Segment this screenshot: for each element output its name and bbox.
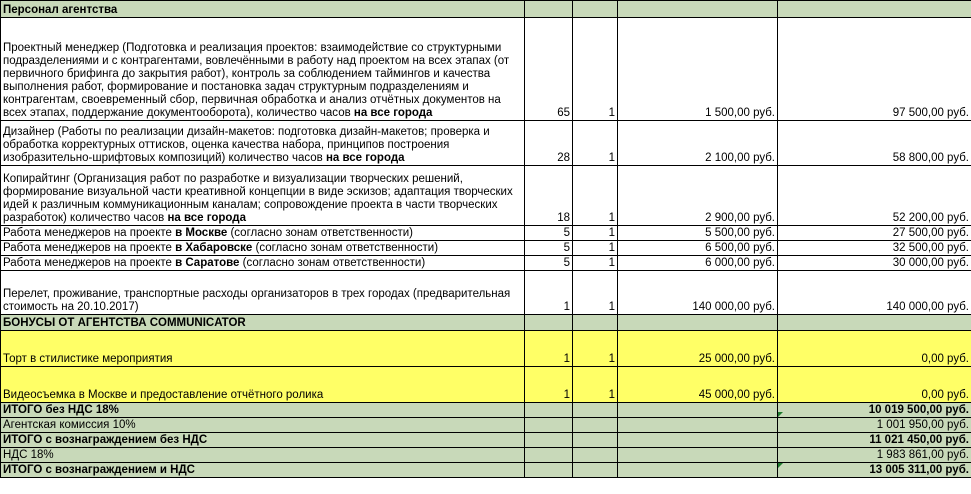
comment-marker xyxy=(778,412,783,417)
total-value[interactable]: 11 021 450,00 руб. xyxy=(778,433,971,448)
cell-empty[interactable] xyxy=(618,418,778,433)
section-header-staff xyxy=(1,1,971,18)
row-total[interactable]: 30 000,00 руб. xyxy=(778,256,971,271)
description-text: (согласно зонам ответственности) xyxy=(227,227,414,239)
cell-empty[interactable] xyxy=(778,1,971,18)
row-multiplier[interactable]: 1 xyxy=(573,256,618,271)
cell-empty[interactable] xyxy=(573,418,618,433)
total-value[interactable]: 13 005 311,00 руб. xyxy=(778,463,971,478)
table-row xyxy=(1,166,971,226)
cell-empty[interactable] xyxy=(618,448,778,463)
cell-empty[interactable] xyxy=(618,403,778,418)
total-row xyxy=(1,433,971,448)
row-total[interactable]: 58 800,00 руб. xyxy=(778,121,971,166)
bonus-row xyxy=(1,367,971,403)
row-multiplier[interactable]: 1 xyxy=(573,166,618,226)
comment-marker xyxy=(778,463,783,468)
cell-empty[interactable] xyxy=(573,448,618,463)
row-quantity[interactable]: 5 xyxy=(525,241,573,256)
table-row xyxy=(1,271,971,315)
cell-empty[interactable] xyxy=(525,315,573,331)
cell-empty[interactable] xyxy=(618,1,778,18)
section-title[interactable]: Персонал агентства xyxy=(1,1,525,18)
table-row xyxy=(1,121,971,166)
description-text: (согласно зонам ответственности) xyxy=(239,257,426,269)
section-header-bonus xyxy=(1,315,971,331)
total-label[interactable]: НДС 18% xyxy=(1,448,525,463)
row-description[interactable] xyxy=(1,166,525,226)
row-description[interactable] xyxy=(1,241,525,256)
total-value[interactable]: 10 019 500,00 руб. xyxy=(778,403,971,418)
description-text: Работа менеджеров на проекте xyxy=(3,257,176,269)
row-price[interactable]: 5 500,00 руб. xyxy=(618,226,778,241)
row-description[interactable] xyxy=(1,226,525,241)
row-description[interactable] xyxy=(1,121,525,166)
cell-empty[interactable] xyxy=(525,463,573,478)
row-price[interactable]: 1 500,00 руб. xyxy=(618,18,778,121)
row-quantity[interactable]: 18 xyxy=(525,166,573,226)
description-text: Проектный менеджер (Подготовка и реализация проектов: взаимодействие со структурными подразделениями и с контрагентами, вовлечёнными в работу над проектом на всех этапах (от первичного брифинга до закрытия работ), контроль за соблюдением таймингов и качества выполнения работ, формирование и постановка задач структурным подразделениям и контрагентам, своевременный сбор, первичная обработка и анализ отчётных документов на всех этапах, поддержание документооборота), количество часов xyxy=(3,42,510,119)
row-description[interactable]: Торт в стилистике мероприятия xyxy=(1,331,525,367)
cell-empty[interactable] xyxy=(525,448,573,463)
row-description[interactable] xyxy=(1,18,525,121)
row-quantity[interactable]: 1 xyxy=(525,271,573,315)
row-multiplier[interactable]: 1 xyxy=(573,241,618,256)
row-price[interactable]: 2 100,00 руб. xyxy=(618,121,778,166)
section-title[interactable]: БОНУСЫ ОТ АГЕНТСТВА COMMUNICATOR xyxy=(1,315,525,331)
row-total[interactable]: 0,00 руб. xyxy=(778,367,971,403)
row-total[interactable]: 52 200,00 руб. xyxy=(778,166,971,226)
total-value[interactable]: 1 983 861,00 руб. xyxy=(778,448,971,463)
cell-empty[interactable] xyxy=(618,315,778,331)
row-total[interactable]: 140 000,00 руб. xyxy=(778,271,971,315)
table-row xyxy=(1,256,971,271)
total-label[interactable]: Агентская комиссия 10% xyxy=(1,418,525,433)
row-total[interactable]: 27 500,00 руб. xyxy=(778,226,971,241)
row-total[interactable]: 0,00 руб. xyxy=(778,331,971,367)
cell-empty[interactable] xyxy=(525,433,573,448)
table-row xyxy=(1,226,971,241)
cell-empty[interactable] xyxy=(525,1,573,18)
row-multiplier[interactable]: 1 xyxy=(573,271,618,315)
description-text: в Москве xyxy=(175,227,228,239)
description-text: Перелет, проживание, транспортные расходы организаторов в трех городах (предварительная стоимость на 20.10.2017) xyxy=(3,288,511,313)
row-multiplier[interactable]: 1 xyxy=(573,121,618,166)
total-row xyxy=(1,463,971,478)
description-text: в Саратове xyxy=(175,257,240,269)
description-text: (согласно зонам ответственности) xyxy=(252,242,439,254)
description-text: Копирайтинг (Организация работ по разработке и визуализации творческих решений, формирование визуальной части креативной концепции в виде эскизов; адаптация творческих идей к различным коммуникационным каналам; сопровождение проекта в части творческих разработок) количество часов xyxy=(3,173,513,224)
table-row xyxy=(1,18,971,121)
row-quantity[interactable]: 65 xyxy=(525,18,573,121)
row-multiplier[interactable]: 1 xyxy=(573,226,618,241)
row-quantity[interactable]: 28 xyxy=(525,121,573,166)
row-multiplier[interactable]: 1 xyxy=(573,367,618,403)
row-description[interactable] xyxy=(1,271,525,315)
cell-empty[interactable] xyxy=(525,418,573,433)
cell-empty[interactable] xyxy=(573,463,618,478)
description-text: Работа менеджеров на проекте xyxy=(3,227,176,239)
row-quantity[interactable]: 1 xyxy=(525,331,573,367)
description-text: в Хабаровске xyxy=(175,242,253,254)
row-price[interactable]: 6 500,00 руб. xyxy=(618,241,778,256)
cell-empty[interactable] xyxy=(573,315,618,331)
total-label[interactable]: ИТОГО с вознаграждением и НДС xyxy=(1,463,525,478)
row-price[interactable]: 25 000,00 руб. xyxy=(618,331,778,367)
description-text: Работа менеджеров на проекте xyxy=(3,242,176,254)
total-label[interactable]: ИТОГО без НДС 18% xyxy=(1,403,525,418)
total-label[interactable]: ИТОГО с вознаграждением без НДС xyxy=(1,433,525,448)
row-multiplier[interactable]: 1 xyxy=(573,331,618,367)
cell-empty[interactable] xyxy=(573,403,618,418)
description-text: на все города xyxy=(325,152,405,164)
row-price[interactable]: 6 000,00 руб. xyxy=(618,256,778,271)
description-text: на все города xyxy=(167,212,247,224)
row-quantity[interactable]: 5 xyxy=(525,256,573,271)
total-row xyxy=(1,403,971,418)
row-price[interactable]: 2 900,00 руб. xyxy=(618,166,778,226)
table-row xyxy=(1,241,971,256)
row-total[interactable]: 32 500,00 руб. xyxy=(778,241,971,256)
total-value[interactable]: 1 001 950,00 руб. xyxy=(778,418,971,433)
cell-empty[interactable] xyxy=(525,403,573,418)
total-row xyxy=(1,448,971,463)
row-price[interactable]: 140 000,00 руб. xyxy=(618,271,778,315)
description-text: на все города xyxy=(353,107,433,119)
cell-empty[interactable] xyxy=(618,433,778,448)
cell-empty[interactable] xyxy=(618,463,778,478)
cell-empty[interactable] xyxy=(573,1,618,18)
row-price[interactable]: 45 000,00 руб. xyxy=(618,367,778,403)
row-description[interactable] xyxy=(1,256,525,271)
estimate-body xyxy=(1,1,971,478)
cell-empty[interactable] xyxy=(778,315,971,331)
row-multiplier[interactable]: 1 xyxy=(573,18,618,121)
cell-empty[interactable] xyxy=(573,433,618,448)
row-total[interactable]: 97 500,00 руб. xyxy=(778,18,971,121)
description-text: Дизайнер (Работы по реализации дизайн-макетов: подготовка дизайн-макетов; проверка и обработка корректурных оттисков, оценка качества набора, принципов построения изобразительно-шрифтовых композиций) количество часов xyxy=(3,126,490,164)
bonus-row xyxy=(1,331,971,367)
total-row xyxy=(1,418,971,433)
row-quantity[interactable]: 1 xyxy=(525,367,573,403)
row-description[interactable]: Видеосъемка в Москве и предоставление отчётного ролика xyxy=(1,367,525,403)
row-quantity[interactable]: 5 xyxy=(525,226,573,241)
